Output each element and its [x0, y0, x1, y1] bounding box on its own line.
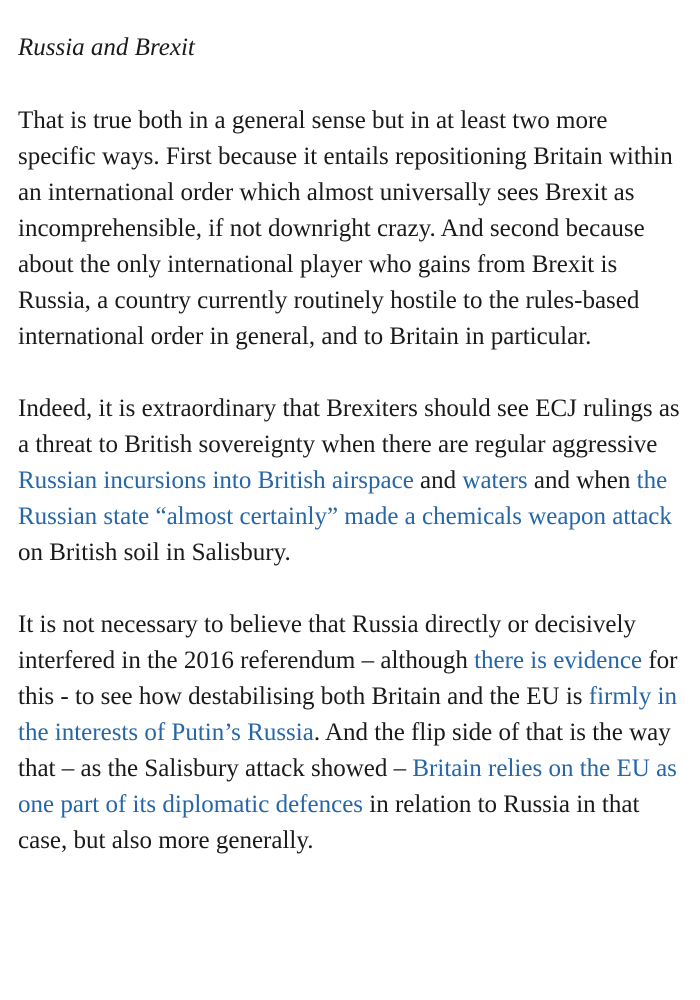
paragraph-3-text-4: in relation to Russia in that case, but also more generally.	[18, 791, 640, 854]
article-body	[18, 30, 688, 859]
paragraph-2-text-3: and when	[527, 467, 637, 494]
link-there-is-evidence[interactable]: there is evidence	[474, 647, 643, 674]
link-waters[interactable]: waters	[462, 467, 528, 494]
paragraph-3	[18, 607, 688, 859]
paragraph-2-text-2: and	[413, 467, 463, 494]
section-heading: Russia and Brexit	[18, 34, 195, 61]
link-russian-incursions[interactable]: Russian incursions into British airspace	[18, 467, 414, 494]
link-interests-of-putins-russia[interactable]: firmly in the interests of Putin’s Russia	[18, 683, 677, 746]
paragraph-2	[18, 391, 688, 571]
paragraph-3-text-1: It is not necessary to believe that Russia directly or decisively interfered in the 2016 referendum – although	[18, 611, 636, 674]
paragraph-1-text: That is true both in a general sense but in at least two more specific ways. First because it entails repositioning Britain within an international order which almost universally sees Brexit as incomprehensible, if not downright crazy. And second because about the only international player who gains from Brexit is Russia, a country currently routinely hostile to the rules-based international order in general, and to Britain in particular.	[18, 107, 673, 350]
paragraph-3-text-3: . And the flip side of that is the way that – as the Salisbury attack showed –	[18, 719, 671, 782]
link-chemical-weapon-attack[interactable]: the Russian state “almost certainly” made a chemicals weapon attack	[18, 467, 672, 530]
paragraph-2-text-1: Indeed, it is extraordinary that Brexiters should see ECJ rulings as a threat to British sovereignty when there are regular aggressive	[18, 395, 680, 458]
paragraph-2-text-4: on British soil in Salisbury.	[18, 539, 291, 566]
paragraph-3-text-2: for this - to see how destabilising both Britain and the EU is	[18, 647, 678, 710]
link-diplomatic-defences[interactable]: Britain relies on the EU as one part of its diplomatic defences	[18, 755, 677, 818]
paragraph-1	[18, 103, 688, 355]
